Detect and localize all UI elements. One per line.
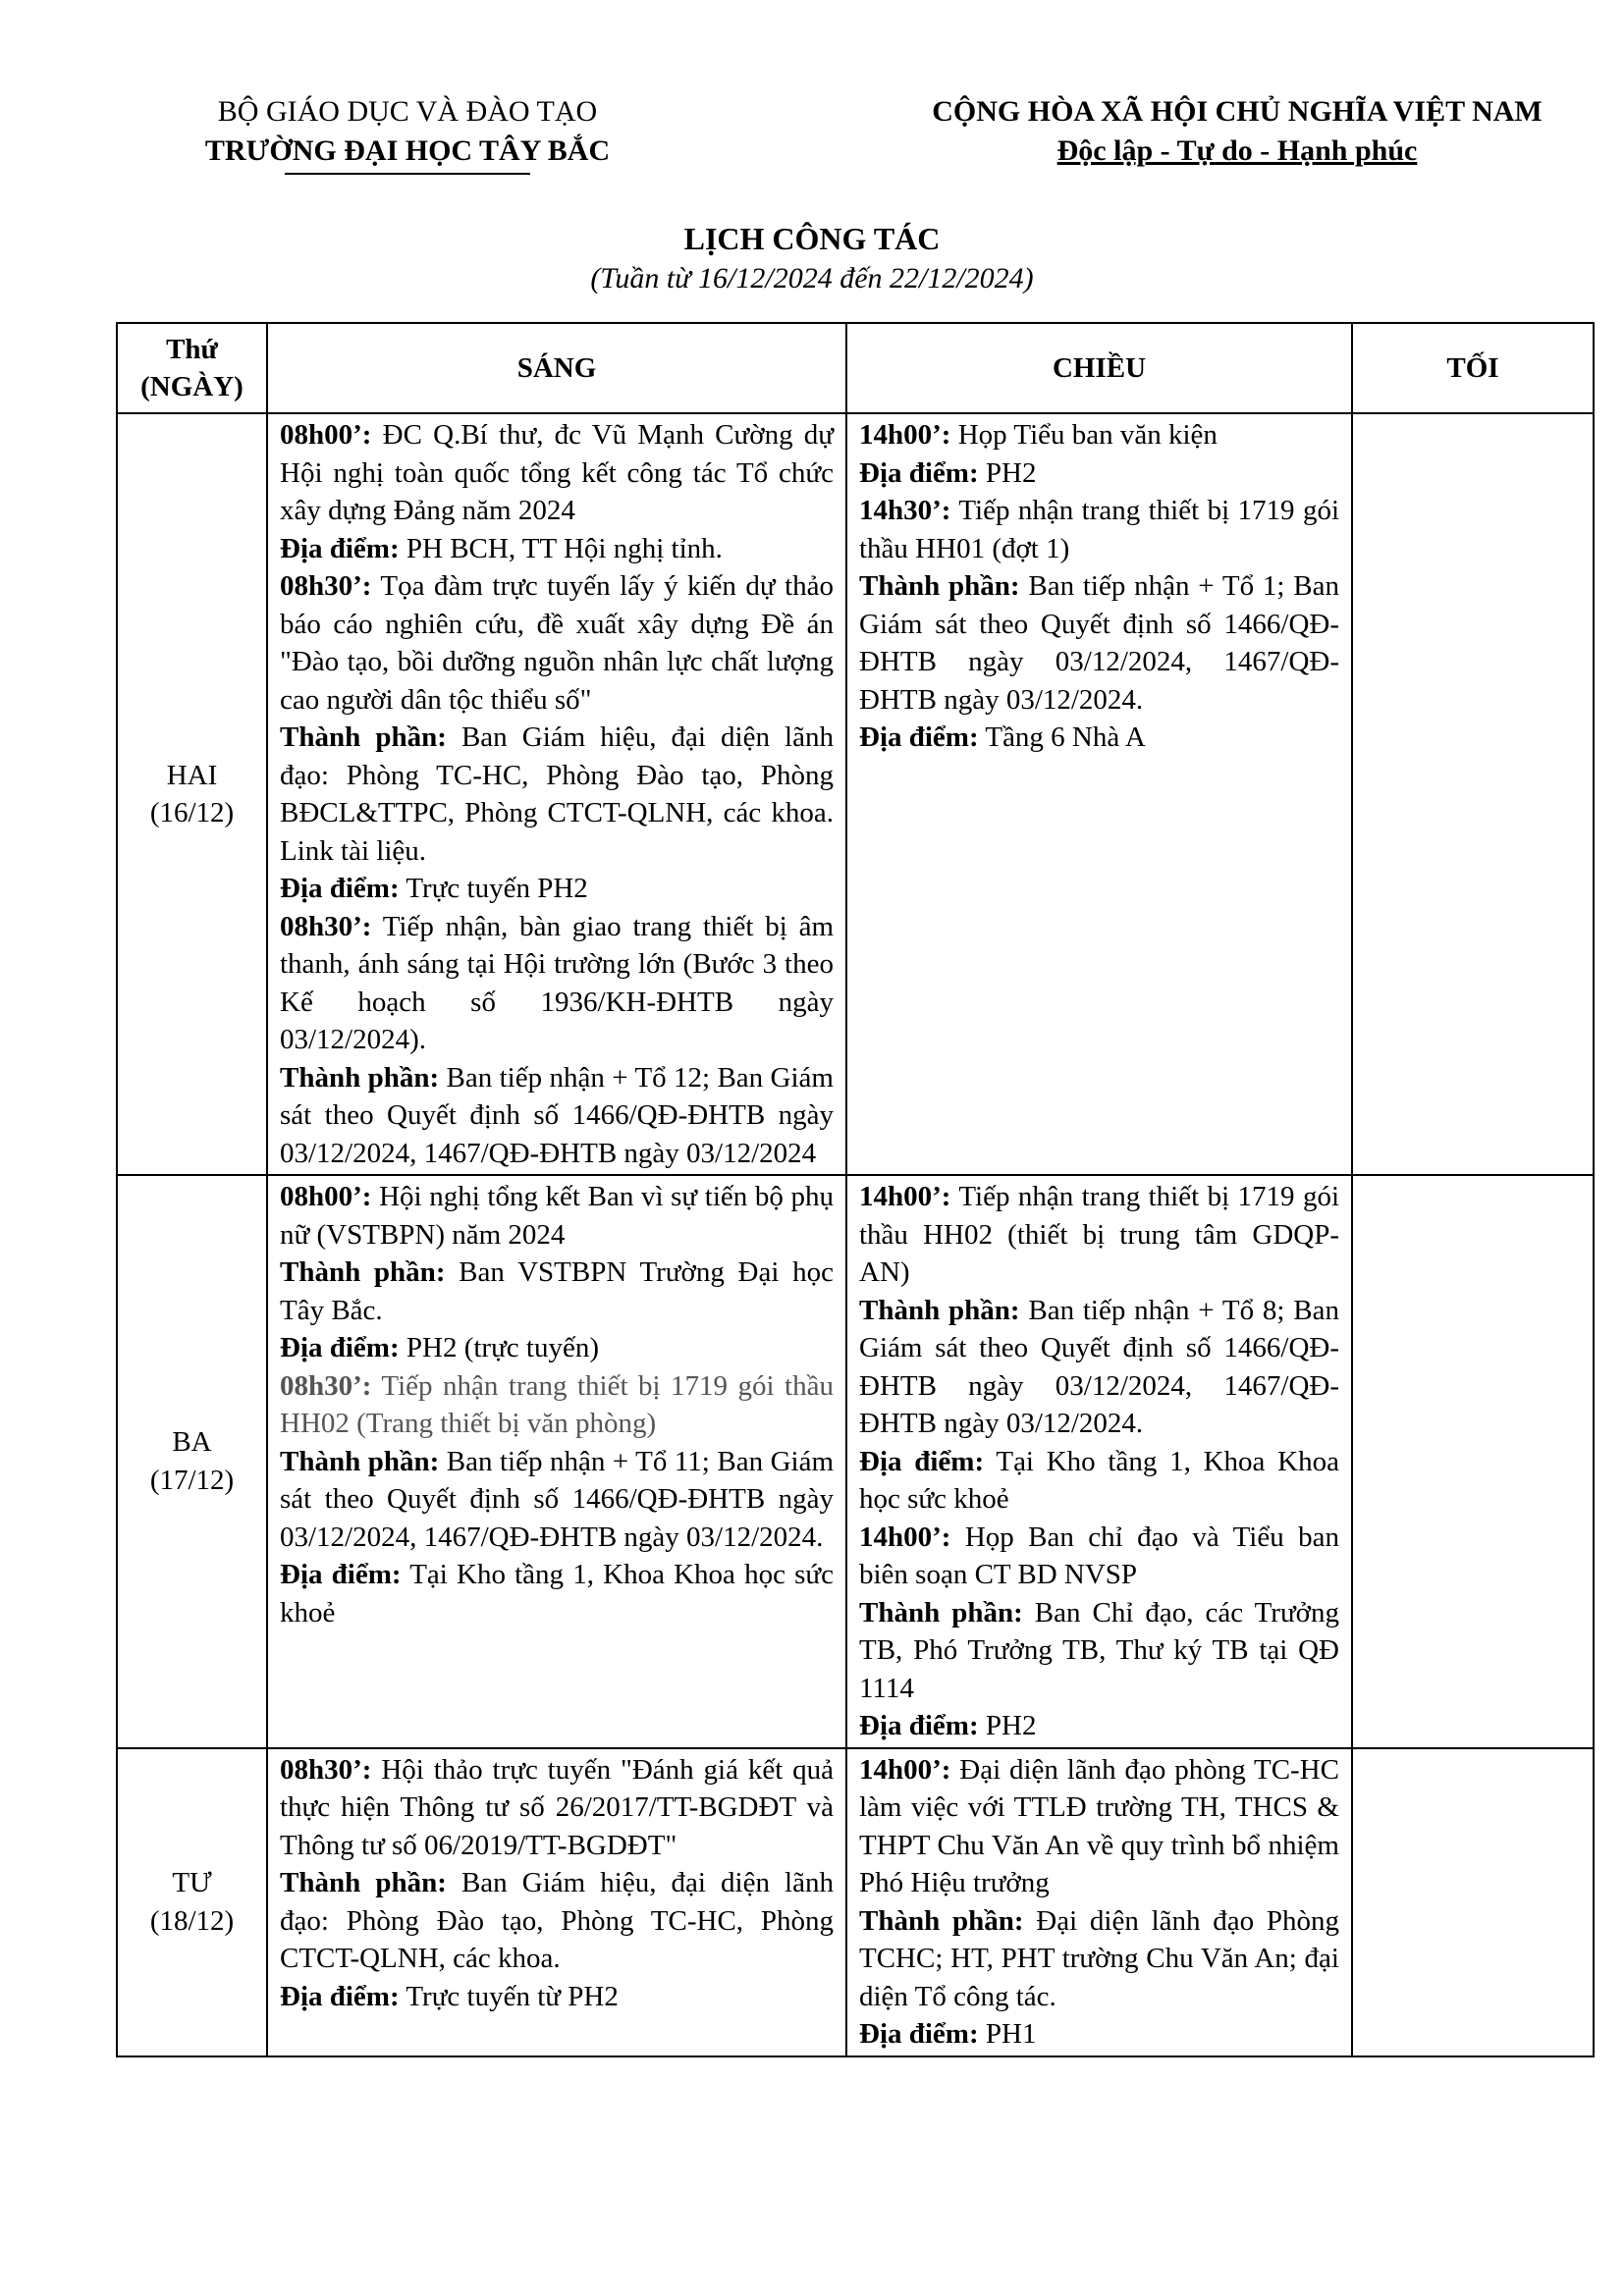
entry-text: Họp Tiểu ban văn kiện (950, 419, 1218, 451)
entry-label: Thành phần: (859, 1904, 1024, 1937)
schedule-body (117, 413, 1594, 2056)
entry-label: 08h00’: (280, 419, 372, 451)
column-header-evening: TỐI (1352, 323, 1594, 413)
schedule-entry (859, 2015, 1339, 2054)
entry-label: Địa điểm: (859, 1710, 979, 1741)
schedule-entry (859, 1751, 1339, 1902)
entry-label: Địa điểm: (859, 456, 979, 489)
entry-label: 08h00’: (280, 1181, 372, 1212)
schedule-entry (280, 1751, 834, 1865)
evening-cell (1352, 413, 1594, 1175)
header-divider (285, 173, 530, 175)
day-name: BA (172, 1426, 212, 1459)
evening-cell (1352, 1175, 1594, 1748)
schedule-entry (859, 492, 1339, 567)
entry-text: Tọa đàm trực tuyến lấy ý kiến dự thảo báo cáo nghiên cứu, đề xuất xây dựng Đề án "Đào tạo, bồi dưỡng nguồn nhân lực chất lượng cao người dân tộc thiểu số" (280, 570, 834, 716)
day-cell (117, 413, 267, 1175)
entry-text: PH1 (978, 2018, 1037, 2050)
entry-label: Thành phần: (280, 721, 447, 753)
issuer-block (196, 92, 619, 175)
column-header-day (117, 323, 267, 413)
entry-text: Ban tiếp nhận + Tổ 8; Ban Giám sát theo Quyết định số 1466/QĐ-ĐHTB ngày 03/12/2024, 1467/QĐ-ĐHTB ngày 03/12/2024. (859, 1294, 1339, 1439)
entry-label: 14h00’: (859, 419, 951, 451)
schedule-entry (859, 454, 1339, 493)
national-header (884, 92, 1591, 171)
ministry-name: BỘ GIÁO DỤC VÀ ĐÀO TẠO (217, 95, 598, 128)
entry-label: Thành phần: (280, 1445, 440, 1477)
entry-label: Thành phần: (859, 1294, 1020, 1326)
entry-text: Tiếp nhận trang thiết bị 1719 gói thầu HH02 (Trang thiết bị văn phòng) (280, 1369, 834, 1439)
entry-text: Trực tuyến PH2 (399, 873, 588, 904)
entry-label: Địa điểm: (280, 1559, 402, 1590)
morning-cell (267, 413, 846, 1175)
schedule-entry (859, 1292, 1339, 1443)
entry-text: PH2 (trực tuyến) (399, 1332, 599, 1363)
entry-text: Đại diện lãnh đạo Phòng TCHC; HT, PHT trường Chu Văn An; đại diện Tổ công tác. (859, 1904, 1339, 2012)
morning-cell (267, 1175, 846, 1748)
schedule-entry (859, 719, 1339, 757)
entry-text: Đại diện lãnh đạo phòng TC-HC làm việc với TTLĐ trường TH, THCS & THPT Chu Văn An về quy trình bổ nhiệm Phó Hiệu trưởng (859, 1753, 1339, 1898)
schedule-entry (280, 1329, 834, 1367)
entry-text: Ban tiếp nhận + Tổ 1; Ban Giám sát theo Quyết định số 1466/QĐ-ĐHTB ngày 03/12/2024, 1467/QĐ-ĐHTB ngày 03/12/2024. (859, 570, 1339, 716)
schedule-entry (859, 1902, 1339, 2016)
schedule-entry (280, 870, 834, 908)
entry-text: Ban Giám hiệu, đại diện lãnh đạo: Phòng TC-HC, Phòng Đào tạo, Phòng BĐCL&TTPC, Phòng CTCT-QLNH, các khoa. Link tài liệu. (280, 721, 834, 867)
table-row (117, 1748, 1594, 2056)
document-title: LỊCH CÔNG TÁC (683, 221, 941, 256)
entry-text: Hội thảo trực tuyến "Đánh giá kết quả thực hiện Thông tư số 26/2017/TT-BGDĐT và Thông tư số 06/2019/TT-BGDĐT" (280, 1753, 834, 1861)
entry-label: 08h30’: (280, 1753, 372, 1786)
afternoon-cell (846, 1748, 1352, 2056)
entry-label: 14h00’: (859, 1521, 951, 1553)
column-header-afternoon: CHIỀU (846, 323, 1352, 413)
entry-label: 08h30’: (280, 910, 372, 942)
schedule-entry (859, 1594, 1339, 1708)
afternoon-cell (846, 413, 1352, 1175)
schedule-entry (280, 908, 834, 1059)
day-name: HAI (166, 759, 218, 791)
entry-text: Hội nghị tổng kết Ban vì sự tiến bộ phụ nữ (VSTBPN) năm 2024 (280, 1181, 834, 1251)
schedule-entry (859, 416, 1339, 454)
entry-text: Ban tiếp nhận + Tổ 12; Ban Giám sát theo Quyết định số 1466/QĐ-ĐHTB ngày 03/12/2024, 1467/QĐ-ĐHTB ngày 03/12/2024 (280, 1061, 834, 1169)
schedule-entry (280, 1978, 834, 2016)
entry-text: PH2 (978, 456, 1037, 489)
day-cell (117, 1748, 267, 2056)
entry-label: 14h00’: (859, 1181, 951, 1212)
entry-label: Địa điểm: (859, 1445, 985, 1477)
entry-text: ĐC Q.Bí thư, đc Vũ Mạnh Cường dự Hội nghị toàn quốc tổng kết công tác Tổ chức xây dựng Đảng năm 2024 (280, 419, 834, 526)
evening-cell (1352, 1748, 1594, 2056)
entry-text: Ban Chỉ đạo, các Trưởng TB, Phó Trưởng TB, Thư ký TB tại QĐ 1114 (859, 1596, 1340, 1704)
entry-text: Ban tiếp nhận + Tổ 11; Ban Giám sát theo Quyết định số 1466/QĐ-ĐHTB ngày 03/12/2024, 1467/QĐ-ĐHTB ngày 03/12/2024. (280, 1445, 834, 1553)
entry-text: PH2 (978, 1710, 1037, 1741)
table-row (117, 413, 1594, 1175)
schedule-entry (280, 1367, 834, 1443)
schedule-entry (280, 530, 834, 568)
day-date: (17/12) (149, 1464, 235, 1496)
schedule-entry (859, 567, 1339, 719)
entry-text: Họp Ban chỉ đạo và Tiểu ban biên soạn CT BD NVSP (859, 1521, 1339, 1590)
entry-label: Thành phần: (859, 1596, 1023, 1629)
entry-label: Địa điểm: (280, 1332, 400, 1363)
schedule-entry (280, 1178, 834, 1254)
entry-text: Tiếp nhận trang thiết bị 1719 gói thầu HH01 (đợt 1) (859, 495, 1339, 564)
column-header-day-line1: Thứ (166, 333, 218, 365)
table-header-row (117, 323, 1594, 413)
entry-label: Địa điểm: (859, 2018, 979, 2050)
entry-label: Thành phần: (280, 1061, 440, 1094)
republic-name: CỘNG HÒA XÃ HỘI CHỦ NGHĨA VIỆT NAM (932, 95, 1543, 128)
schedule-entry (280, 1556, 834, 1631)
document-subtitle: (Tuần từ 16/12/2024 đến 22/12/2024) (590, 262, 1034, 294)
schedule-entry (859, 1443, 1339, 1519)
entry-text: Tại Kho tầng 1, Khoa Khoa học sức khoẻ (280, 1559, 834, 1629)
afternoon-cell (846, 1175, 1352, 1748)
entry-label: Địa điểm: (280, 532, 400, 564)
day-cell (117, 1175, 267, 1748)
entry-label: Thành phần: (280, 1867, 447, 1898)
column-header-day-line2: (NGÀY) (140, 371, 244, 402)
entry-text: PH BCH, TT Hội nghị tỉnh. (399, 532, 723, 564)
entry-label: 14h00’: (859, 1753, 951, 1786)
schedule-entry (280, 1059, 834, 1173)
day-date: (16/12) (149, 797, 235, 828)
entry-label: Địa điểm: (859, 721, 979, 753)
schedule-entry (859, 1707, 1339, 1745)
schedule-entry (859, 1178, 1339, 1292)
entry-label: 08h30’: (280, 570, 372, 602)
entry-text: Tiếp nhận trang thiết bị 1719 gói thầu HH02 (thiết bị trung tâm GDQP-AN) (859, 1181, 1339, 1288)
entry-text: Tiếp nhận, bàn giao trang thiết bị âm thanh, ánh sáng tại Hội trường lớn (Bước 3 theo Kế hoạch số 1936/KH-ĐHTB ngày 03/12/2024). (280, 910, 834, 1055)
table-row (117, 1175, 1594, 1748)
national-motto: Độc lập - Tự do - Hạnh phúc (1056, 134, 1418, 167)
schedule-table (116, 322, 1595, 2057)
schedule-entry (280, 1443, 834, 1557)
day-name: TƯ (172, 1867, 212, 1898)
schedule-entry (859, 1519, 1339, 1594)
entry-label: Thành phần: (280, 1256, 446, 1288)
entry-text: Ban Giám hiệu, đại diện lãnh đạo: Phòng Đào tạo, Phòng TC-HC, Phòng CTCT-QLNH, các khoa. (280, 1867, 834, 1974)
schedule-entry (280, 416, 834, 530)
day-date: (18/12) (149, 1904, 235, 1937)
entry-label: 08h30’: (280, 1369, 372, 1402)
schedule-entry (280, 567, 834, 719)
entry-label: Thành phần: (859, 570, 1020, 602)
entry-text: Ban VSTBPN Trường Đại học Tây Bắc. (280, 1256, 835, 1326)
entry-text: Tầng 6 Nhà A (978, 721, 1146, 753)
schedule-entry (280, 719, 834, 870)
document-title-block (0, 218, 1624, 298)
entry-label: Địa điểm: (280, 873, 400, 904)
university-name: TRƯỜNG ĐẠI HỌC TÂY BẮC (204, 134, 611, 167)
entry-label: 14h30’: (859, 495, 951, 526)
column-header-morning: SÁNG (267, 323, 846, 413)
entry-text: Tại Kho tầng 1, Khoa Khoa học sức khoẻ (859, 1445, 1339, 1515)
entry-label: Địa điểm: (280, 1980, 400, 2012)
schedule-entry (280, 1864, 834, 1978)
entry-text: Trực tuyến từ PH2 (399, 1980, 619, 2012)
schedule-entry (280, 1254, 834, 1329)
morning-cell (267, 1748, 846, 2056)
